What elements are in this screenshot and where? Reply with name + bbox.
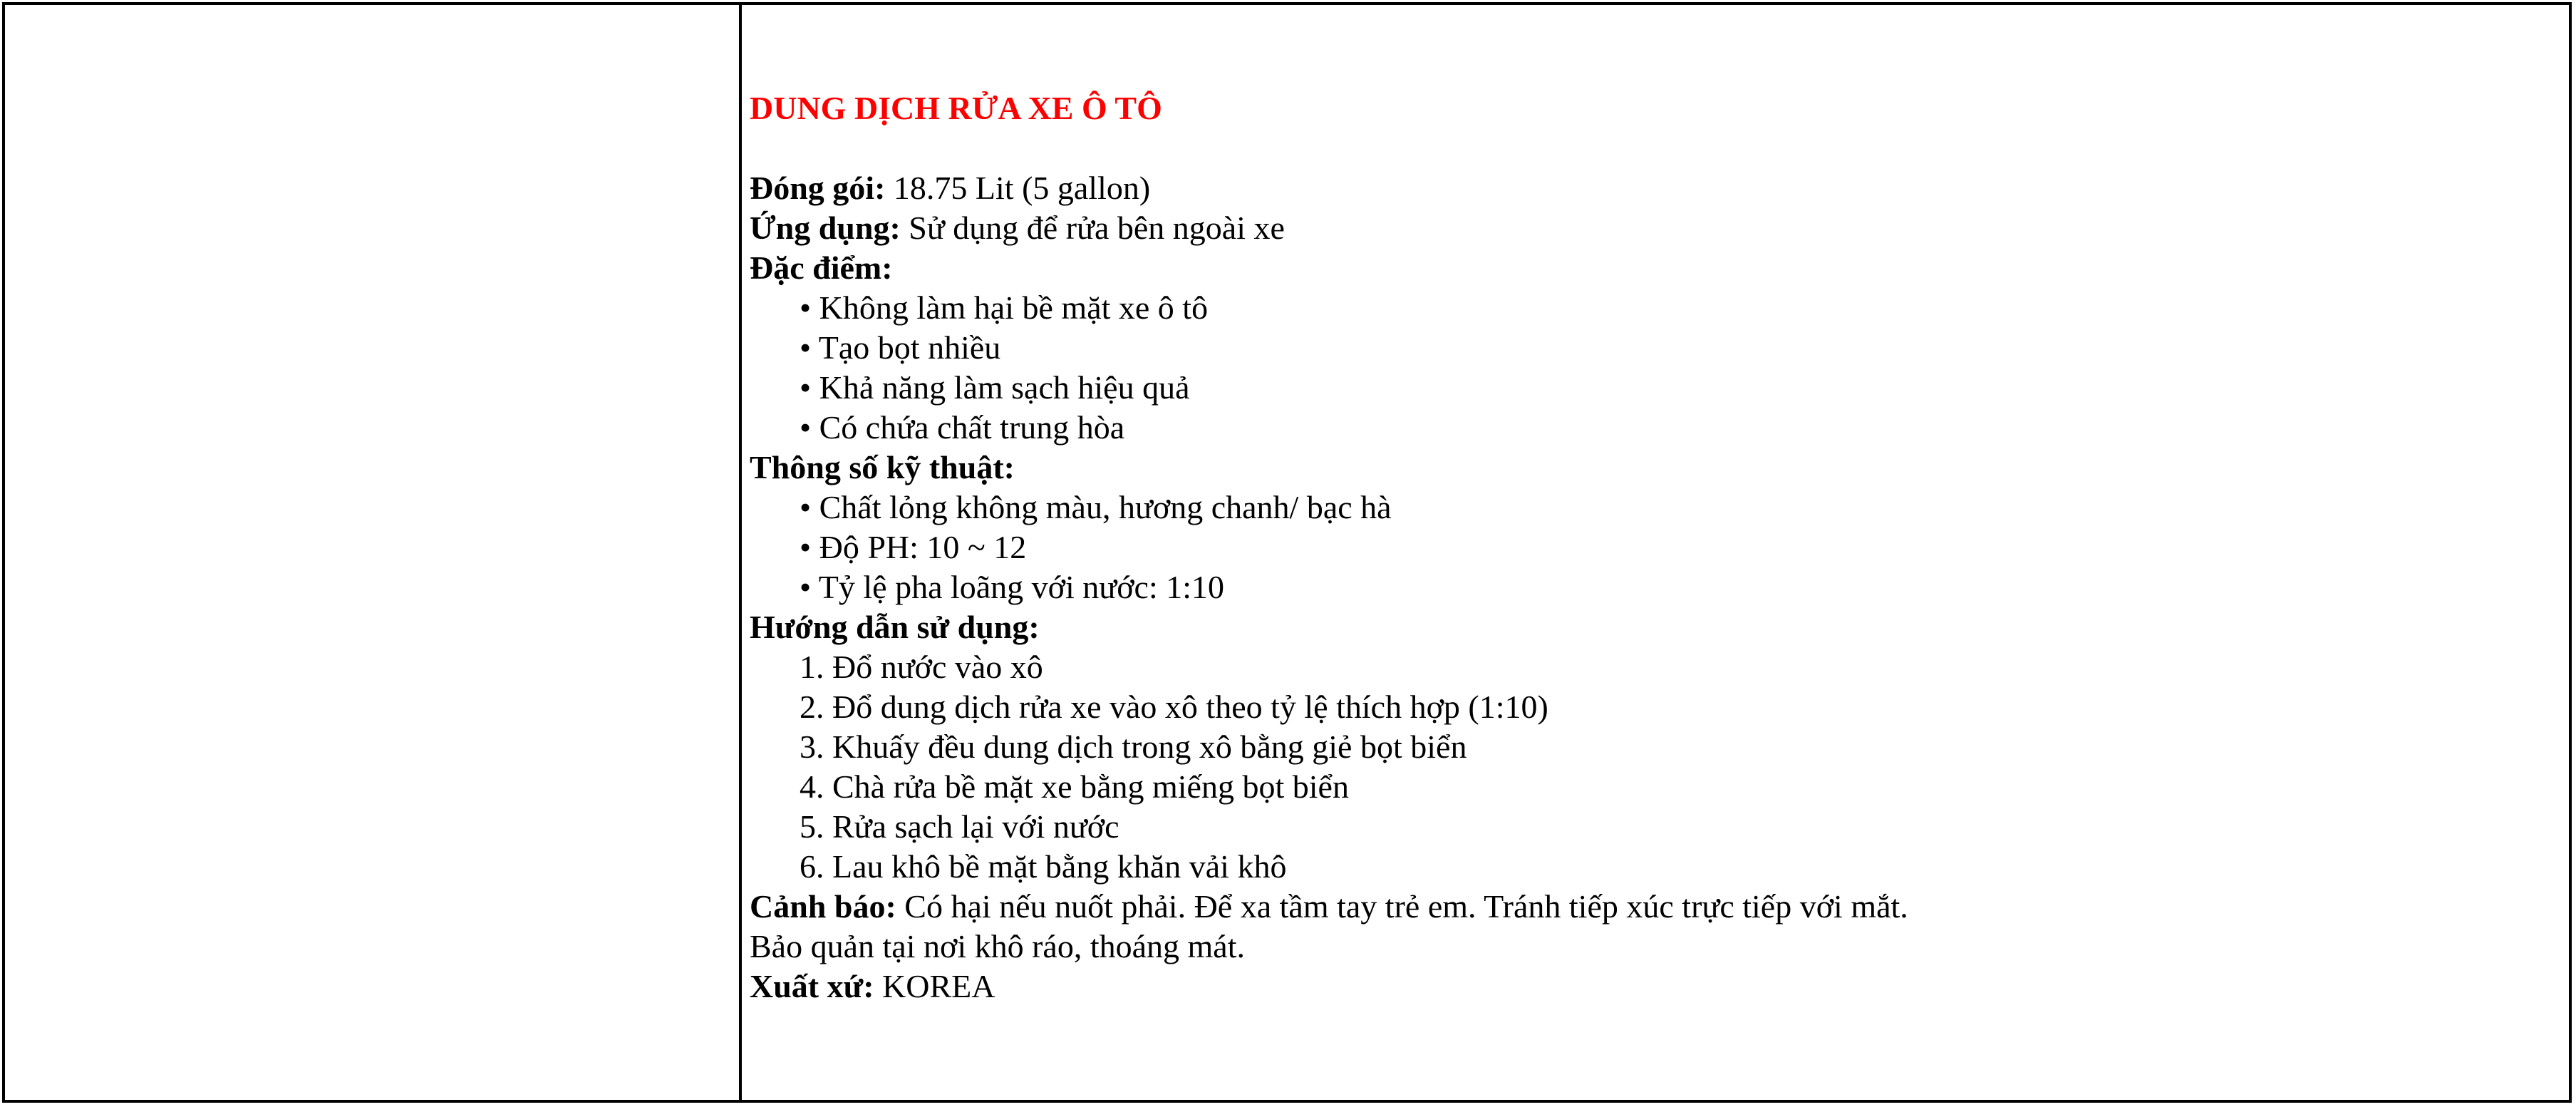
origin-label: Xuất xứ: [750,968,874,1004]
instructions-step: 4. Chà rửa bề mặt xe bằng miếng bọt biển [800,768,1349,805]
product-description-cell [750,88,2545,1006]
application-line [750,208,2545,248]
image-cell [5,5,739,1100]
application-value: Sử dụng để rửa bên ngoài xe [900,210,1285,246]
instructions-step: 3. Khuấy đều dung dịch trong xô bằng giẻ bọt biển [800,728,1467,765]
specs-list [750,488,2545,607]
instructions-step: 6. Lau khô bề mặt bằng khăn vải khô [800,848,1287,885]
packaging-line [750,168,2545,208]
specs-list-item: • Độ PH: 10 ~ 12 [800,529,1027,565]
packaging-label: Đóng gói: [750,170,886,206]
instructions-step: 2. Đổ dung dịch rửa xe vào xô theo tỷ lệ thích hợp (1:10) [800,689,1548,725]
warning-label: Cảnh báo: [750,888,896,925]
origin-line [750,967,2545,1006]
application-label: Ứng dụng: [750,210,901,246]
features-list-item: • Khả năng làm sạch hiệu quả [800,369,1190,406]
product-title: DUNG DỊCH RỬA XE Ô TÔ [750,90,1162,126]
instructions-heading: Hướng dẫn sử dụng: [750,609,1040,645]
specs-list-item: • Tỷ lệ pha loãng với nước: 1:10 [800,569,1225,605]
packaging-value: 18.75 Lit (5 gallon) [885,170,1151,206]
warning-value: Có hại nếu nuốt phải. Để xa tầm tay trẻ em. Tránh tiếp xúc trực tiếp với mắt. [896,888,1908,925]
features-list [750,288,2545,448]
instructions-step: 5. Rửa sạch lại với nước [800,808,1119,845]
features-list-item: • Có chứa chất trung hòa [800,409,1125,446]
specs-list-item: • Chất lỏng không màu, hương chanh/ bạc hà [800,489,1392,525]
features-list-item: • Tạo bọt nhiều [800,329,1001,366]
column-divider [739,2,742,1103]
warning-line [750,887,2545,927]
storage-line: Bảo quản tại nơi khô ráo, thoáng mát. [750,928,1246,964]
specs-heading: Thông số kỹ thuật: [750,449,1015,485]
features-heading: Đặc điểm: [750,249,893,286]
instructions-step: 1. Đổ nước vào xô [800,649,1043,685]
origin-value: KOREA [874,968,995,1004]
features-list-item: • Không làm hại bề mặt xe ô tô [800,289,1209,326]
instructions-list [750,647,2545,887]
